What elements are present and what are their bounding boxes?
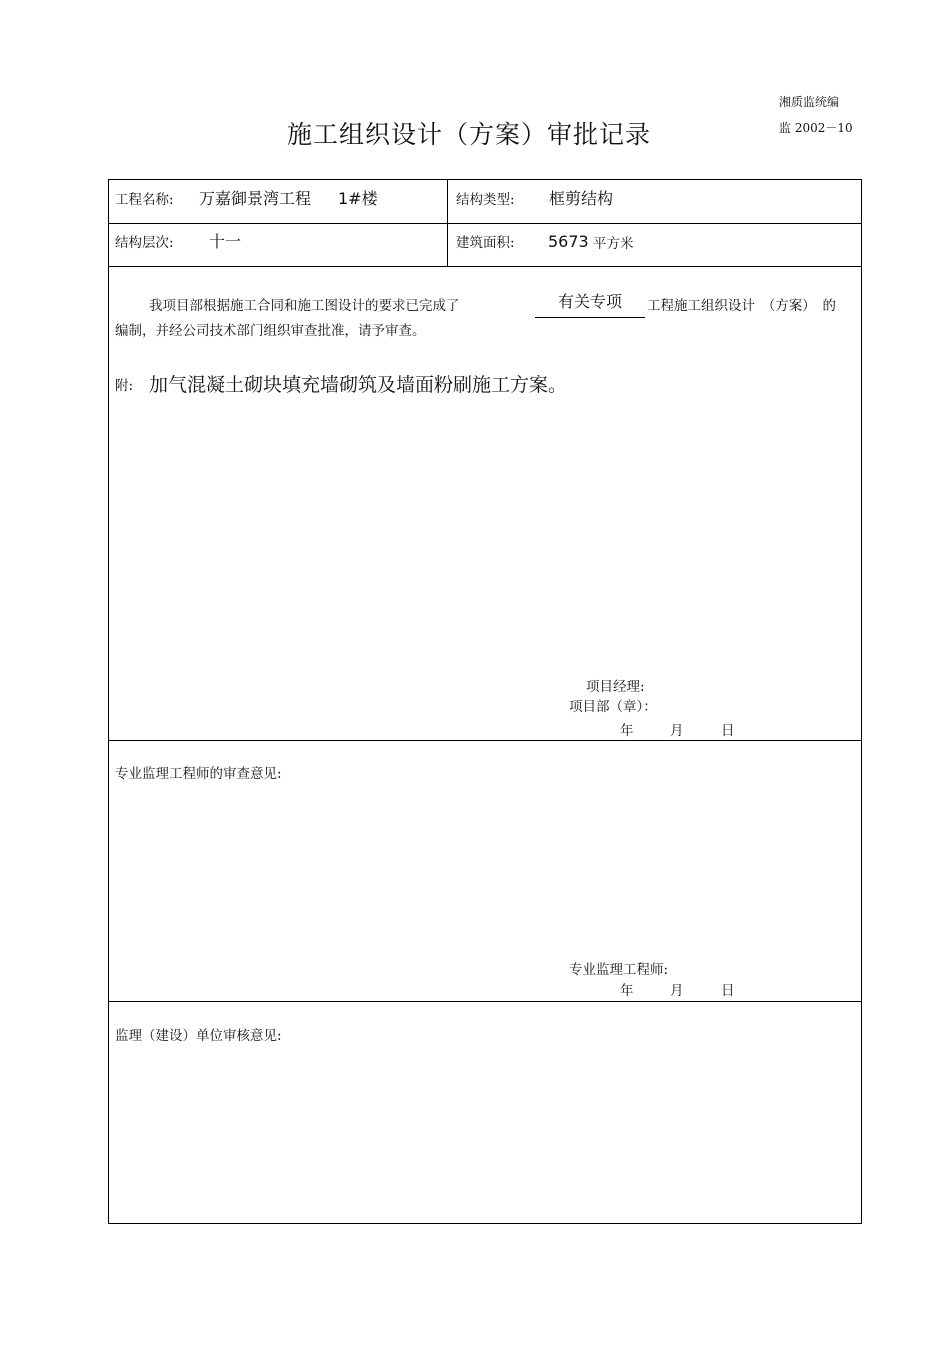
building-value: 1#楼 <box>338 189 378 208</box>
area-unit: 平方米 <box>593 236 634 252</box>
supervisor-opinion-label: 专业监理工程师的审查意见: <box>115 766 282 782</box>
structure-type-label: 结构类型: <box>456 192 515 208</box>
approval-form-table <box>108 179 862 1224</box>
supervisor-year-label: 年 <box>620 983 634 999</box>
supervisor-day-label: 日 <box>721 983 735 999</box>
submission-month-label: 月 <box>670 723 684 739</box>
column-divider <box>447 180 448 266</box>
submission-intro-tail: 工程施工组织设计 （方案） 的 <box>647 298 836 314</box>
row-divider-3 <box>109 740 861 741</box>
plan-type-field: 有关专项 <box>535 290 645 318</box>
row-divider-1 <box>109 223 861 224</box>
form-code-line2: 监 2002－10 <box>779 121 853 135</box>
attach-label: 附: <box>115 378 134 394</box>
submission-line2: 编制，并经公司技术部门组织审查批准，请予审查。 <box>115 323 426 339</box>
supervisor-signature-label: 专业监理工程师: <box>569 962 669 978</box>
floors-label: 结构层次: <box>115 235 174 251</box>
project-name-value: 万嘉御景湾工程 <box>199 189 312 208</box>
area-value: 5673 <box>548 232 589 251</box>
submission-year-label: 年 <box>620 723 634 739</box>
structure-type-value: 框剪结构 <box>549 189 614 208</box>
unit-opinion-label: 监理（建设）单位审核意见: <box>115 1028 282 1044</box>
attach-title: 加气混凝土砌块填充墙砌筑及墙面粉刷施工方案。 <box>149 374 568 396</box>
row-divider-4 <box>109 1001 861 1002</box>
supervisor-month-label: 月 <box>670 983 684 999</box>
area-label: 建筑面积: <box>456 235 515 251</box>
project-dept-seal-label: 项目部（章）： <box>569 699 657 715</box>
page-title: 施工组织设计（方案）审批记录 <box>286 120 651 149</box>
form-code-line1: 湘质监统编 <box>779 95 840 109</box>
project-name-label: 工程名称: <box>115 192 174 208</box>
row-divider-2 <box>109 266 861 267</box>
project-manager-label: 项目经理: <box>586 679 645 695</box>
floors-value: 十一 <box>209 232 242 251</box>
submission-intro: 我项目部根据施工合同和施工图设计的要求已完成了 <box>149 298 460 314</box>
submission-day-label: 日 <box>721 723 735 739</box>
